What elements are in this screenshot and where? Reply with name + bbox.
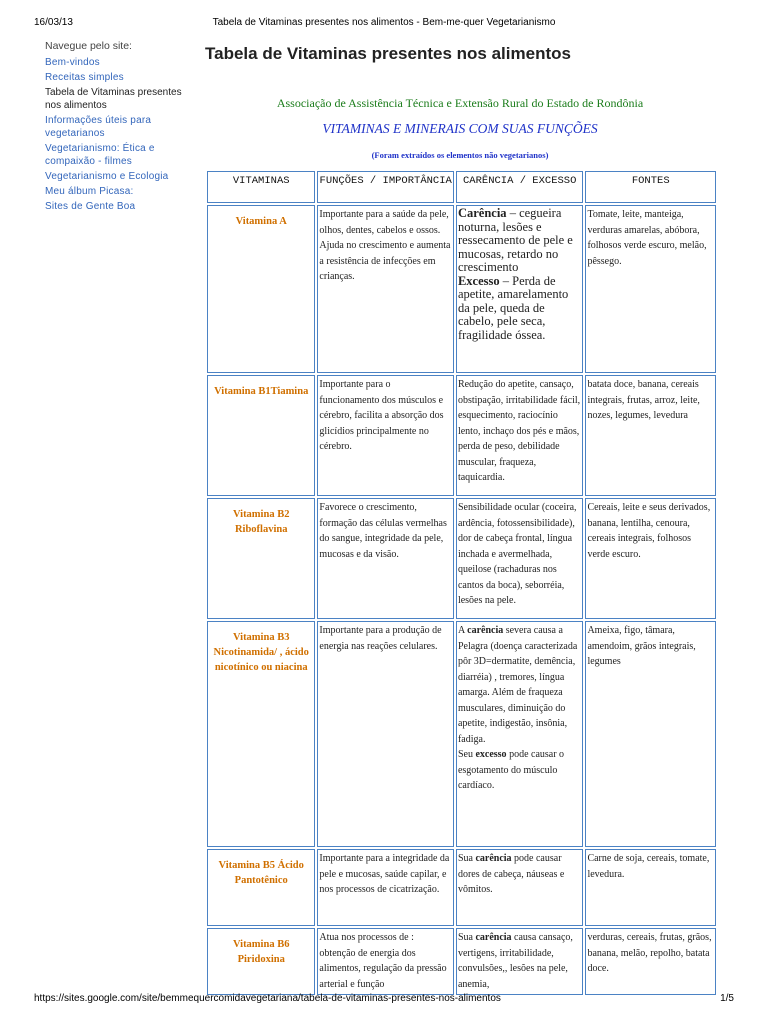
print-title: Tabela de Vitaminas presentes nos alimentos - Bem-me-quer Vegetarianismo [212, 17, 556, 28]
excess-text: – Perda de apetite, amarelamento da pele, queda de cabelo, pele seca, fragilidade óssea. [457, 273, 569, 342]
excess-prefix: Seu [457, 749, 476, 760]
deficiency-text: causa cansaço, vertigens, irritabilidade, convulsões,, lesões na pele, anemia, [457, 932, 573, 990]
vitamin-deficiency [456, 849, 584, 926]
sidebar-item-tabela-vitaminas: Tabela de Vitaminas presentes nos alimentos [45, 87, 182, 111]
print-header [0, 17, 768, 31]
deficiency-prefix: A [457, 625, 468, 636]
print-url: https://sites.google.com/site/bemmequercomidavegetariana/tabela-de-vitaminas-presentes-nos-alimentos [34, 993, 501, 1004]
sidebar [45, 40, 195, 215]
deficiency-label: carência [475, 932, 512, 943]
header-fontes: FONTES [585, 171, 716, 203]
print-footer [0, 993, 768, 1007]
vitamin-deficiency [456, 621, 584, 847]
sidebar-item-receitas[interactable]: Receitas simples [45, 72, 124, 83]
sidebar-item-picasa[interactable]: Meu álbum Picasa: [45, 186, 134, 197]
sidebar-item-informacoes[interactable]: Informações úteis para vegetarianos [45, 115, 152, 139]
table-row [207, 621, 716, 847]
table-row [207, 928, 716, 995]
vitamin-name: Vitamina B5 Ácido Pantotênico [207, 849, 315, 926]
vitamin-functions: Atua nos processos de : obtenção de energia dos alimentos, regulação da pressão arterial e função [317, 928, 454, 995]
vitamin-functions: Favorece o crescimento, formação das células vermelhas do sangue, integridade da pele, mucosas e da visão. [317, 498, 454, 619]
deficiency-label: carência [467, 625, 504, 636]
vitamin-deficiency: Sensibilidade ocular (coceira, ardência, fotossensibilidade), dor de cabeça frontal, língua inchada e avermelhada, queilose (rachaduras nos cantos da boca), seborréia, lesões na pele. [456, 498, 584, 619]
vitamin-functions: Importante para a integridade da pele e mucosas, saúde capilar, e nos processos de cicatrização. [317, 849, 454, 926]
sidebar-item-ecologia[interactable]: Vegetarianismo e Ecologia [45, 171, 169, 182]
deficiency-label: carência [475, 853, 512, 864]
excess-label: Excesso [457, 273, 500, 288]
header-vitaminas: VITAMINAS [207, 171, 315, 203]
vitamin-sources: Cereais, leite e seus derivados, banana, lentilha, cenoura, cereais integrais, folhosos verde escuro. [585, 498, 716, 619]
excess-label: excesso [475, 749, 507, 760]
table-row [207, 205, 716, 373]
table-row [207, 498, 716, 619]
header-carencia: CARÊNCIA / EXCESSO [456, 171, 584, 203]
vitamin-name: Vitamina B2 Riboflavina [207, 498, 315, 619]
table-header-row [207, 171, 716, 203]
sidebar-item-bem-vindos[interactable]: Bem-vindos [45, 57, 100, 68]
vitamin-functions: Importante para o funcionamento dos músculos e cérebro, facilita a absorção dos glicídios principalmente no cérebro. [317, 375, 454, 496]
deficiency-text: severa causa a Pelagra (doença caracterizada pôr 3D=dermatite, demência, diarréia) , tremores, língua amarga. Além de fraqueza musculares, diminuição do apetite, indigestão, insônia, fadiga. [457, 625, 578, 745]
sidebar-item-etica-filmes[interactable]: Vegetarianismo: Ética e compaixão - filmes [45, 143, 155, 167]
association-name: Associação de Assistência Técnica e Extensão Rural do Estado de Rondônia [276, 96, 644, 110]
deficiency-prefix: Sua [457, 932, 476, 943]
print-page-number: 1/5 [720, 993, 734, 1004]
vitamin-sources: Tomate, leite, manteiga, verduras amarelas, abóbora, folhosos verde escuro, melão, pêssego. [585, 205, 716, 373]
page-title: Tabela de Vitaminas presentes nos alimentos [205, 44, 571, 63]
vitamin-sources: Ameixa, figo, tâmara, amendoim, grãos integrais, legumes [585, 621, 716, 847]
section-title: VITAMINAS E MINERAIS COM SUAS FUNÇÕES [322, 121, 598, 136]
vitamin-functions: Importante para a produção de energia nas reações celulares. [317, 621, 454, 847]
vitamin-name: Vitamina B1Tiamina [207, 375, 315, 496]
section-note: (Foram extraídos os elementos não vegetarianos) [371, 150, 549, 160]
excess-text: pode causar o esgotamento do músculo cardíaco. [457, 749, 565, 791]
sidebar-item-gente-boa[interactable]: Sites de Gente Boa [45, 201, 136, 212]
vitamin-sources: batata doce, banana, cereais integrais, frutas, arroz, leite, nozes, legumes, levedura [585, 375, 716, 496]
header-funcoes: FUNÇÕES / IMPORTÂNCIA [317, 171, 454, 203]
vitamin-name: Vitamina A [207, 205, 315, 373]
vitamin-sources: verduras, cereais, frutas, grãos, banana, melão, repolho, batata doce. [585, 928, 716, 995]
vitamin-name: Vitamina B6 Piridoxina [207, 928, 315, 995]
sidebar-heading: Navegue pelo site: [45, 40, 132, 52]
table-row [207, 375, 716, 496]
vitamin-name: Vitamina B3 Nicotinamida/ , ácido nicotínico ou niacina [207, 621, 315, 847]
table-row [207, 849, 716, 926]
print-date: 16/03/13 [34, 17, 73, 28]
vitamins-table [205, 169, 718, 997]
vitamin-sources: Carne de soja, cereais, tomate, levedura. [585, 849, 716, 926]
deficiency-label: Carência [457, 206, 507, 220]
deficiency-text: – cegueira noturna, lesões e ressecamento de pele e mucosas, retardo no crescimento [457, 206, 573, 274]
vitamin-functions: Importante para a saúde da pele, olhos, dentes, cabelos e ossos. Ajuda no crescimento e aumenta a resistência de infecções em crianças. [317, 205, 454, 373]
deficiency-text: pode causar dores de cabeça, náuseas e vômitos. [457, 853, 565, 895]
vitamin-deficiency [456, 928, 584, 995]
deficiency-prefix: Sua [457, 853, 476, 864]
vitamin-deficiency [456, 205, 584, 373]
vitamin-deficiency: Redução do apetite, cansaço, obstipação, irritabilidade fácil, esquecimento, raciocínio lento, inchaço dos pés e mãos, perda de peso, debilidade muscular, fraqueza, taquicardia. [456, 375, 584, 496]
